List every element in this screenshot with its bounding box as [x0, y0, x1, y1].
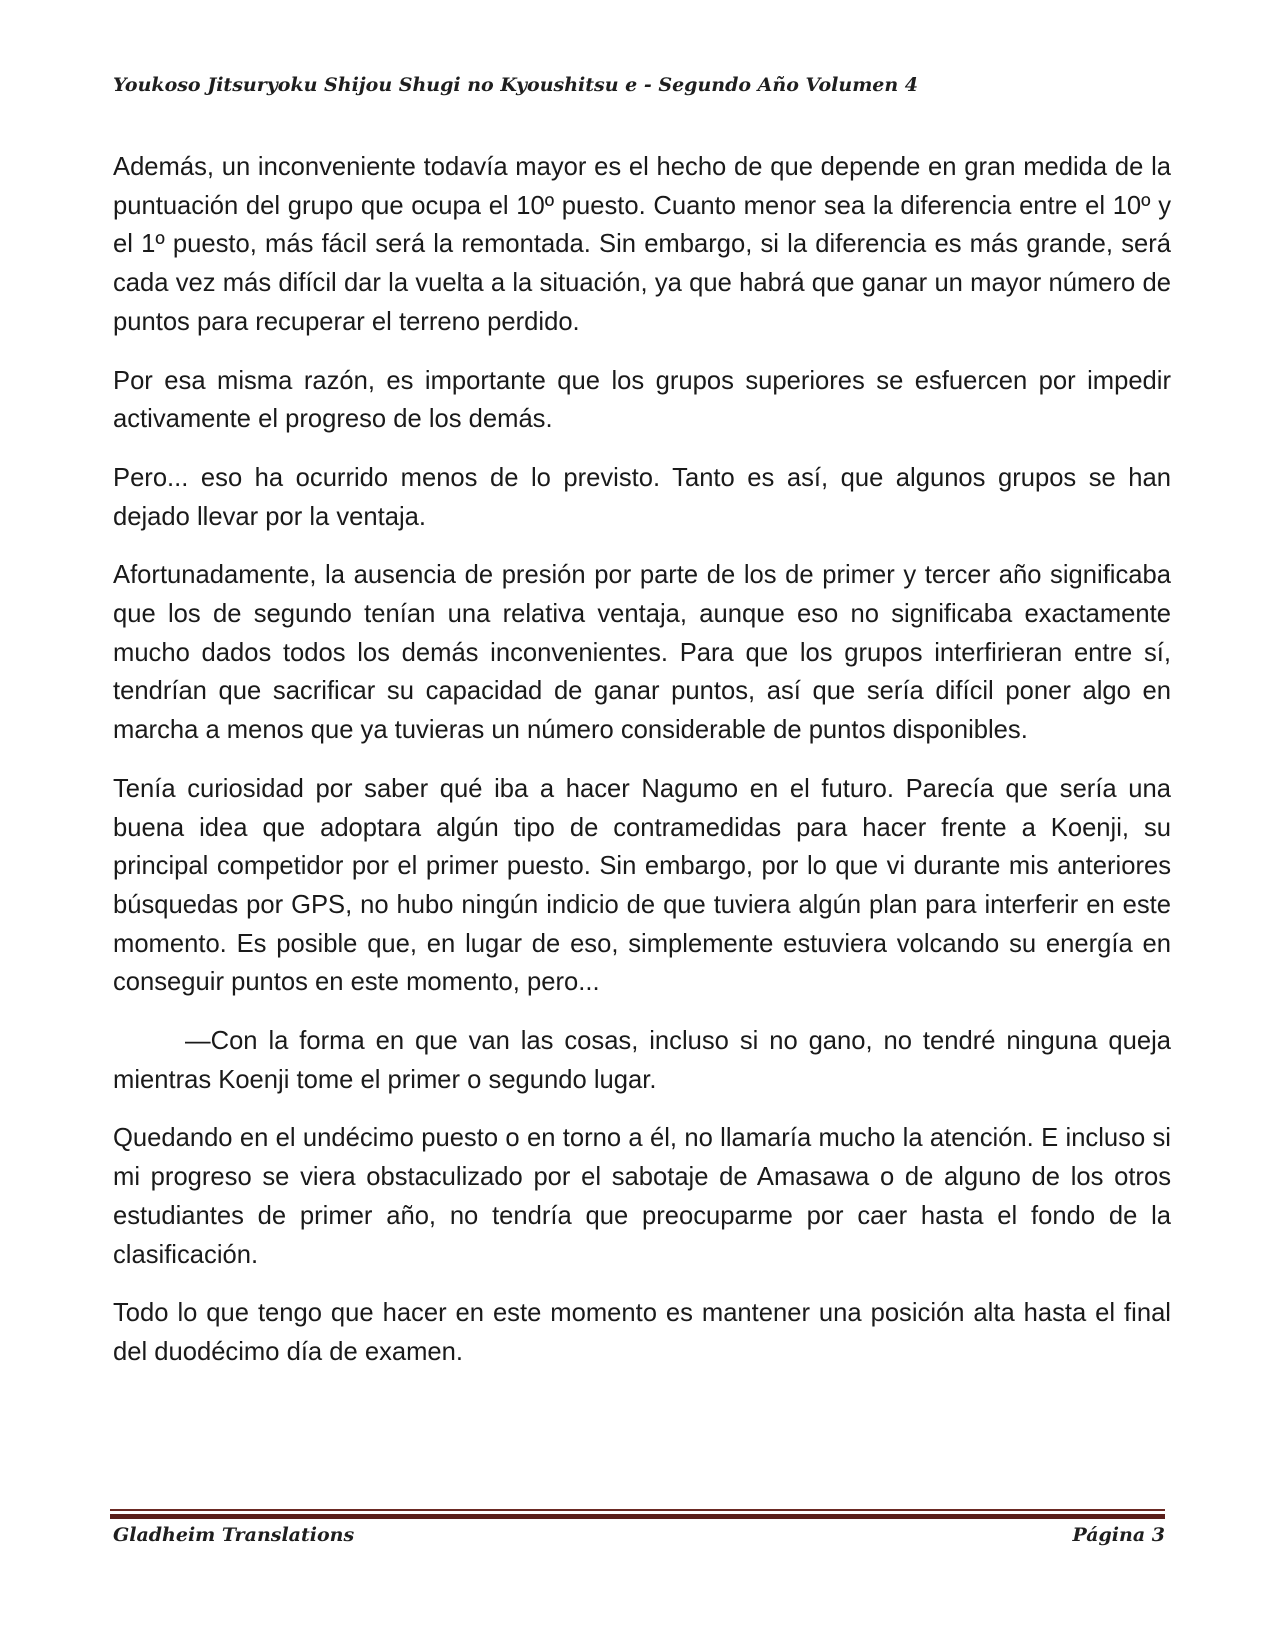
paragraph: Pero... eso ha ocurrido menos de lo previsto. Tanto es así, que algunos grupos se han dejado llevar por la ventaja.: [113, 463, 1171, 531]
paragraph: Todo lo que tengo que hacer en este momento es mantener una posición alta hasta el final del duodécimo día de examen.: [113, 1299, 1171, 1366]
paragraph: Por esa misma razón, es importante que los grupos superiores se esfuercen por impedir activamente el progreso de los demás.: [113, 366, 1171, 434]
footer-divider-thin-line: [110, 1509, 1165, 1511]
dialogue-paragraph: —Con la forma en que van las cosas, incluso si no gano, no tendré ninguna queja mientras Koenji tome el primer o segundo lugar.: [113, 1027, 1171, 1094]
body-text: [113, 148, 1171, 1392]
paragraph: Además, un inconveniente todavía mayor es el hecho de que depende en gran medida de la puntuación del grupo que ocupa el 10º puesto. Cuanto menor sea la diferencia entre el 10º y el 1º puesto, más fácil será la remontada. Sin embargo, si la diferencia es más grande, será cada vez más difícil dar la vuelta a la situación, ya que habrá que ganar un mayor número de puntos para recuperar el terreno perdido.: [113, 153, 1171, 336]
running-header-title: Youkoso Jitsuryoku Shijou Shugi no Kyoushitsu e - Segundo Año Volumen 4: [113, 74, 919, 96]
footer-page-number: Página 3: [1072, 1524, 1165, 1546]
footer-divider: [110, 1509, 1165, 1519]
footer-publisher: Gladheim Translations: [113, 1524, 355, 1546]
paragraph: Afortunadamente, la ausencia de presión por parte de los de primer y tercer año significaba que los de segundo tenían una relativa ventaja, aunque eso no significaba exactamente mucho dados todos los demás inconvenientes. Para que los grupos interfirieran entre sí, tendrían que sacrificar su capacidad de ganar puntos, así que sería difícil poner algo en marcha a menos que ya tuvieras un número considerable de puntos disponibles.: [113, 561, 1171, 745]
paragraph: Tenía curiosidad por saber qué iba a hacer Nagumo en el futuro. Parecía que sería una buena idea que adoptara algún tipo de contramedidas para hacer frente a Koenji, su principal competidor por el primer puesto. Sin embargo, por lo que vi durante mis anteriores búsquedas por GPS, no hubo ningún indicio de que tuviera algún plan para interferir en este momento. Es posible que, en lugar de eso, simplemente estuviera volcando su energía en conseguir puntos en este momento, pero...: [113, 774, 1171, 997]
paragraph: Quedando en el undécimo puesto o en torno a él, no llamaría mucho la atención. E incluso si mi progreso se viera obstaculizado por el sabotaje de Amasawa o de alguno de los otros estudiantes de primer año, no tendría que preocuparme por caer hasta el fondo de la clasificación.: [113, 1124, 1171, 1269]
footer-divider-thick-line: [110, 1514, 1165, 1519]
